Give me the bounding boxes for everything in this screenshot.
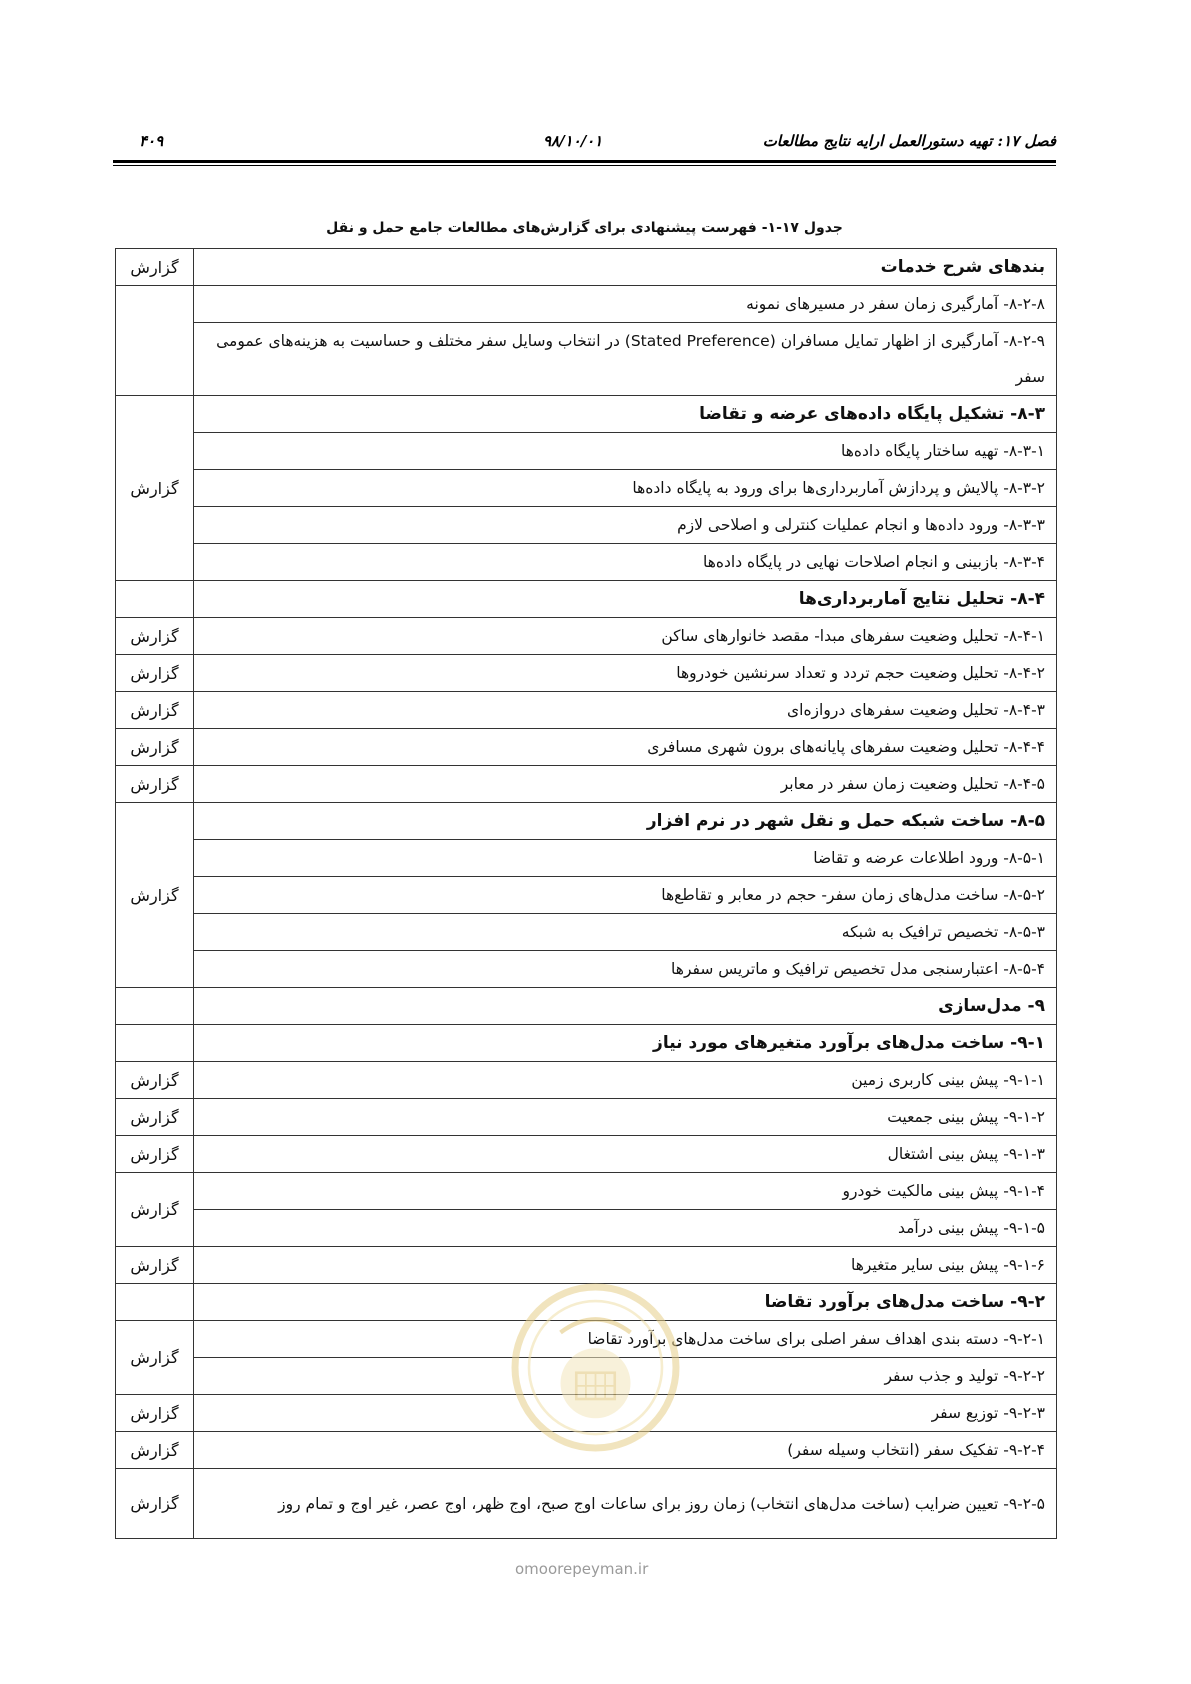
- page-header: [113, 128, 1056, 156]
- row-item: ۸-۲-۹- آمارگیری از اظهار تمایل مسافران (Stated Preference) در انتخاب وسایل سفر مختلف و حساسیت به هزینه‌های عمومی سفر: [194, 323, 1057, 396]
- header-rule-thick: [113, 160, 1056, 163]
- row-item: ۸-۴-۲- تحلیل وضعیت حجم تردد و تعداد سرنشین خودروها: [194, 655, 1057, 692]
- row-item: ۹-۲-۴- تفکیک سفر (انتخاب وسیله سفر): [194, 1432, 1057, 1469]
- header-rule-thin: [113, 165, 1056, 166]
- row-item: ۹-۱-۳- پیش بینی اشتغال: [194, 1136, 1057, 1173]
- report-cell: گزارش: [116, 1062, 194, 1099]
- report-cell: [116, 1025, 194, 1062]
- row-item: ۹-۱-۴- پیش بینی مالکیت خودرو: [194, 1173, 1057, 1210]
- table-row: [116, 1136, 1057, 1173]
- report-cell: [116, 1284, 194, 1321]
- table-row: [116, 803, 1057, 840]
- table-row: [116, 618, 1057, 655]
- report-cell: گزارش: [116, 396, 194, 581]
- row-item: ۸-۴-۱- تحلیل وضعیت سفرهای مبدا- مقصد خانوارهای ساکن: [194, 618, 1057, 655]
- column-header-report: گزارش: [116, 249, 194, 286]
- section-heading: ۹-۲- ساخت مدل‌های برآورد تقاضا: [194, 1284, 1057, 1321]
- row-item: ۸-۴-۳- تحلیل وضعیت سفرهای دروازه‌ای: [194, 692, 1057, 729]
- table-caption: جدول ۱۷-۱- فهرست پیشنهادی برای گزارش‌های مطالعات جامع حمل و نقل: [326, 220, 843, 236]
- table-row: [116, 470, 1057, 507]
- table-row: [116, 544, 1057, 581]
- report-cell: گزارش: [116, 1321, 194, 1395]
- report-cell: گزارش: [116, 1432, 194, 1469]
- table-row: [116, 323, 1057, 396]
- row-item: ۸-۵-۱- ورود اطلاعات عرضه و تقاضا: [194, 840, 1057, 877]
- report-cell: گزارش: [116, 1247, 194, 1284]
- table-row: [116, 988, 1057, 1025]
- watermark-logo: [508, 1280, 683, 1455]
- table-row: [116, 1247, 1057, 1284]
- table-row: [116, 877, 1057, 914]
- table-row: [116, 581, 1057, 618]
- table-row: [116, 1173, 1057, 1210]
- table-row: [116, 951, 1057, 988]
- row-item: ۹-۲-۲- تولید و جذب سفر: [194, 1358, 1057, 1395]
- section-heading: ۹- مدل‌سازی: [194, 988, 1057, 1025]
- report-cell: [116, 581, 194, 618]
- column-header-items: بندهای شرح خدمات: [194, 249, 1057, 286]
- section-heading: ۸-۳- تشکیل پایگاه داده‌های عرضه و تقاضا: [194, 396, 1057, 433]
- table-row: [116, 1099, 1057, 1136]
- row-item: ۸-۳-۴- بازبینی و انجام اصلاحات نهایی در پایگاه داده‌ها: [194, 544, 1057, 581]
- report-cell: [116, 286, 194, 396]
- report-cell: گزارش: [116, 1099, 194, 1136]
- row-item: ۸-۳-۳- ورود داده‌ها و انجام عملیات کنترلی و اصلاحی لازم: [194, 507, 1057, 544]
- table-row: [116, 286, 1057, 323]
- table-header-row: [116, 249, 1057, 286]
- section-heading: ۹-۱- ساخت مدل‌های برآورد متغیرهای مورد نیاز: [194, 1025, 1057, 1062]
- header-date: ۹۸/۱۰/۰۱: [543, 132, 603, 150]
- row-item: ۸-۴-۵- تحلیل وضعیت زمان سفر در معابر: [194, 766, 1057, 803]
- report-cell: گزارش: [116, 803, 194, 988]
- row-item: ۹-۲-۱- دسته بندی اهداف سفر اصلی برای ساخت مدل‌های برآورد تقاضا: [194, 1321, 1057, 1358]
- report-cell: گزارش: [116, 1395, 194, 1432]
- report-cell: گزارش: [116, 655, 194, 692]
- row-item: ۸-۴-۴- تحلیل وضعیت سفرهای پایانه‌های برون شهری مسافری: [194, 729, 1057, 766]
- row-item: ۹-۱-۱- پیش بینی کاربری زمین: [194, 1062, 1057, 1099]
- table-row: [116, 1062, 1057, 1099]
- table-row: [116, 766, 1057, 803]
- table-row: [116, 914, 1057, 951]
- row-item: ۸-۵-۳- تخصیص ترافیک به شبکه: [194, 914, 1057, 951]
- table-row: [116, 433, 1057, 470]
- report-cell: گزارش: [116, 766, 194, 803]
- table-row: [116, 840, 1057, 877]
- report-cell: گزارش: [116, 1173, 194, 1247]
- report-cell: گزارش: [116, 1469, 194, 1539]
- table-row: [116, 507, 1057, 544]
- table-row: [116, 692, 1057, 729]
- table-row: [116, 1210, 1057, 1247]
- row-item: ۹-۲-۵- تعیین ضرایب (ساخت مدل‌های انتخاب) زمان روز برای ساعات اوج صبح، اوج ظهر، اوج عصر، غیر اوج و تمام روز: [194, 1469, 1057, 1539]
- watermark-url: omoorepeyman.ir: [515, 1560, 649, 1578]
- table-row: [116, 1469, 1057, 1539]
- report-cell: گزارش: [116, 692, 194, 729]
- row-item: ۸-۲-۸- آمارگیری زمان سفر در مسیرهای نمونه: [194, 286, 1057, 323]
- chapter-title: فصل ۱۷: تهیه دستورالعمل ارایه نتایج مطالعات: [762, 132, 1056, 150]
- table-row: [116, 655, 1057, 692]
- table-row: [116, 729, 1057, 766]
- table-row: [116, 396, 1057, 433]
- report-cell: گزارش: [116, 1136, 194, 1173]
- report-cell: گزارش: [116, 729, 194, 766]
- row-item: ۹-۱-۲- پیش بینی جمعیت: [194, 1099, 1057, 1136]
- report-cell: گزارش: [116, 618, 194, 655]
- row-item: ۸-۳-۲- پالایش و پردازش آماربرداری‌ها برای ورود به پایگاه داده‌ها: [194, 470, 1057, 507]
- row-item: ۸-۵-۲- ساخت مدل‌های زمان سفر- حجم در معابر و تقاطع‌ها: [194, 877, 1057, 914]
- report-cell: [116, 988, 194, 1025]
- row-item: ۹-۲-۳- توزیع سفر: [194, 1395, 1057, 1432]
- table-row: [116, 1025, 1057, 1062]
- section-heading: ۸-۵- ساخت شبکه حمل و نقل شهر در نرم افزار: [194, 803, 1057, 840]
- section-heading: ۸-۴- تحلیل نتایج آماربرداری‌ها: [194, 581, 1057, 618]
- row-item: ۹-۱-۶- پیش بینی سایر متغیرها: [194, 1247, 1057, 1284]
- page-number: ۴۰۹: [139, 132, 164, 150]
- row-item: ۸-۵-۴- اعتبارسنجی مدل تخصیص ترافیک و ماتریس سفرها: [194, 951, 1057, 988]
- row-item: ۹-۱-۵- پیش بینی درآمد: [194, 1210, 1057, 1247]
- row-item: ۸-۳-۱- تهیه ساختار پایگاه داده‌ها: [194, 433, 1057, 470]
